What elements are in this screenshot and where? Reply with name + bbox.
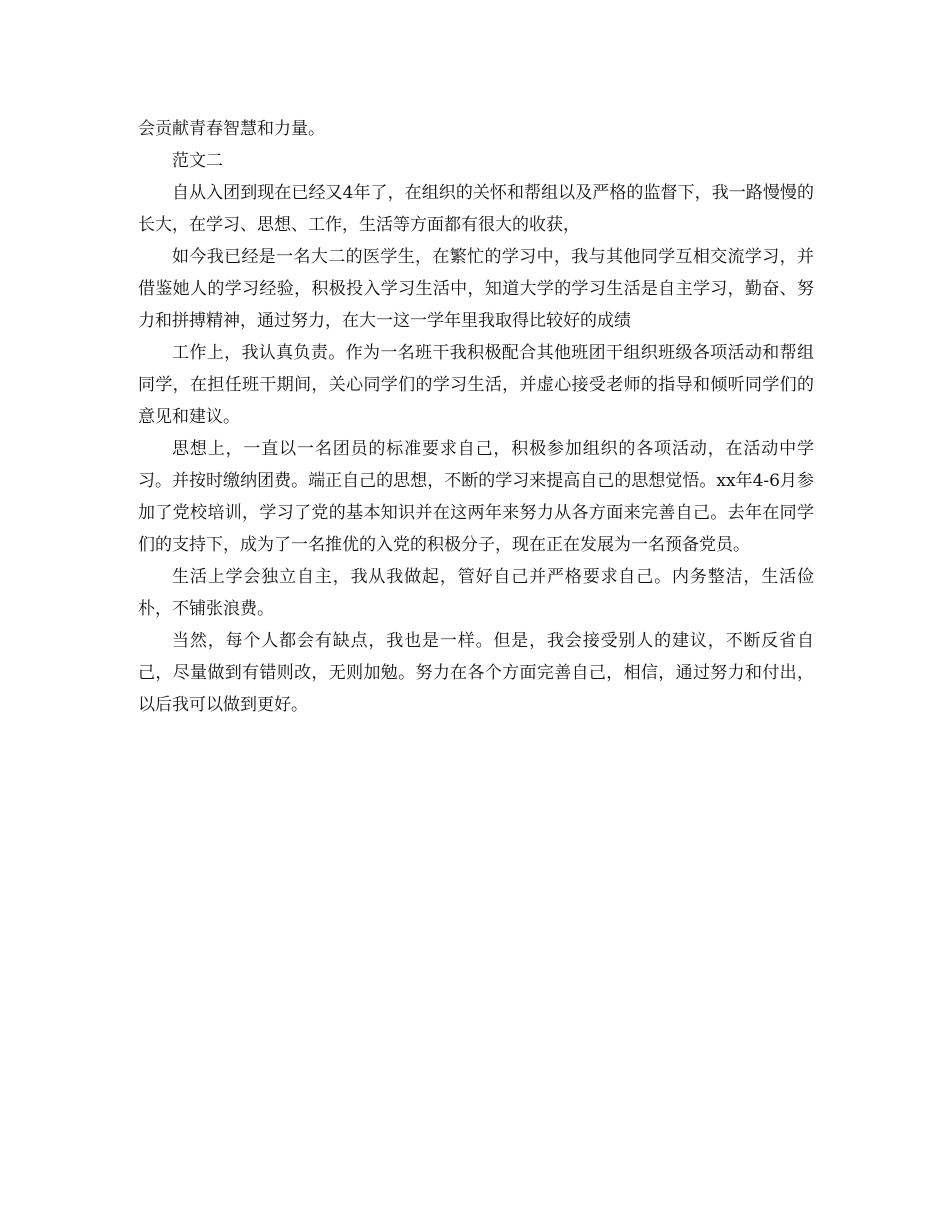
paragraph: 当然，每个人都会有缺点，我也是一样。但是，我会接受别人的建议，不断反省自己，尽量做到有错则改，无则加勉。努力在各个方面完善自己，相信，通过努力和付出，以后我可以做到更好。 [138, 631, 814, 715]
document-body [138, 113, 814, 721]
paragraph-continuation: 会贡献青春智慧和力量。 [138, 119, 325, 139]
paragraph: 生活上学会独立自主，我从我做起，管好自己并严格要求自己。内务整洁，生活俭朴，不铺张浪费。 [138, 567, 814, 619]
paragraph: 如今我已经是一名大二的医学生，在繁忙的学习中，我与其他同学互相交流学习，并借鉴她人的学习经验，积极投入学习生活中，知道大学的学习生活是自主学习，勤奋、努力和拼搏精神，通过努力，在大一这一学年里我取得比较好的成绩 [138, 247, 814, 331]
section-heading: 范文二 [172, 151, 223, 171]
paragraph: 自从入团到现在已经又4年了，在组织的关怀和帮组以及严格的监督下，我一路慢慢的长大，在学习、思想、工作，生活等方面都有很大的收获， [138, 183, 814, 235]
paragraph: 思想上，一直以一名团员的标准要求自己，积极参加组织的各项活动，在活动中学习。并按时缴纳团费。端正自己的思想，不断的学习来提高自己的思想觉悟。xx年4-6月参加了党校培训，学习了党的基本知识并在这两年来努力从各方面来完善自己。去年在同学们的支持下，成为了一名推优的入党的积极分子，现在正在发展为一名预备党员。 [138, 439, 814, 555]
paragraph: 工作上，我认真负责。作为一名班干我积极配合其他班团干组织班级各项活动和帮组同学，在担任班干期间，关心同学们的学习生活，并虚心接受老师的指导和倾听同学们的意见和建议。 [138, 343, 814, 427]
